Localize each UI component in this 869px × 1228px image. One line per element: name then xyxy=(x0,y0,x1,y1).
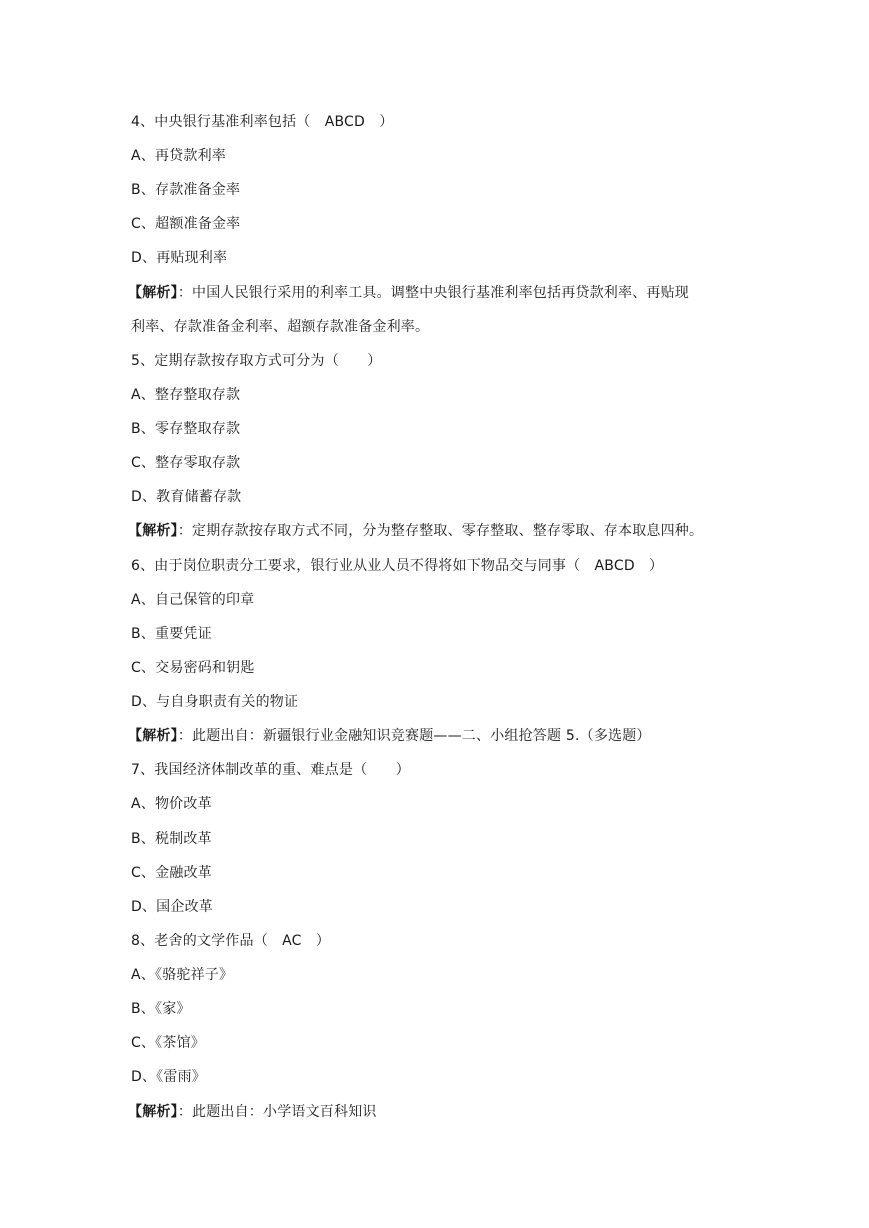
question-6-option-b: B、重要凭证 xyxy=(131,626,212,642)
analysis-text: ：定期存款按存取方式不同，分为整存整取、零存整取、整存零取、存本取息四种。 xyxy=(177,523,704,539)
question-4-option-c: C、超额准备金率 xyxy=(131,216,241,232)
question-4-stem: 4、中央银行基准利率包括（ ABCD ） xyxy=(131,114,394,130)
analysis-text: ：此题出自：小学语文百科知识 xyxy=(177,1104,377,1120)
question-5-option-b: B、零存整取存款 xyxy=(131,421,241,437)
question-6-analysis xyxy=(128,726,651,746)
question-7-option-c: C、金融改革 xyxy=(131,865,212,881)
question-6-stem: 6、由于岗位职责分工要求，银行业从业人员不得将如下物品交与同事（ ABCD ） xyxy=(131,558,664,574)
question-8-option-a: A、《骆驼祥子》 xyxy=(131,967,234,983)
question-8-option-c: C、《茶馆》 xyxy=(131,1035,205,1051)
question-4-option-a: A、再贷款利率 xyxy=(131,148,226,164)
analysis-label: 【解析】 xyxy=(128,728,178,744)
question-8-stem: 8、老舍的文学作品（ AC ） xyxy=(131,933,331,949)
question-8-option-b: B、《家》 xyxy=(131,1001,191,1017)
question-7-option-d: D、国企改革 xyxy=(131,899,213,915)
question-5-stem: 5、定期存款按存取方式可分为（ ） xyxy=(131,353,382,369)
analysis-text: ：此题出自：新疆银行业金融知识竞赛题——二、小组抢答题 5.（多选题） xyxy=(177,728,651,744)
question-8-option-d: D、《雷雨》 xyxy=(131,1069,206,1085)
question-6-option-a: A、自己保管的印章 xyxy=(131,592,255,608)
question-7-option-b: B、税制改革 xyxy=(131,831,212,847)
question-6-option-d: D、与自身职责有关的物证 xyxy=(131,694,299,710)
analysis-label: 【解析】 xyxy=(128,1104,178,1120)
question-4-analysis xyxy=(128,283,689,303)
analysis-text: ：中国人民银行采用的利率工具。调整中央银行基准利率包括再贷款利率、再贴现 xyxy=(177,285,690,301)
question-4-option-d: D、再贴现利率 xyxy=(131,250,228,266)
question-5-analysis xyxy=(128,521,703,541)
question-7-stem: 7、我国经济体制改革的重、难点是（ ） xyxy=(131,762,410,778)
question-8-analysis xyxy=(128,1102,377,1122)
question-6-option-c: C、交易密码和钥匙 xyxy=(131,660,255,676)
question-7-option-a: A、物价改革 xyxy=(131,796,212,812)
analysis-label: 【解析】 xyxy=(128,523,178,539)
question-4-analysis-continued: 利率、存款准备金利率、超额存款准备金利率。 xyxy=(131,319,430,335)
question-5-option-a: A、整存整取存款 xyxy=(131,387,241,403)
question-5-option-c: C、整存零取存款 xyxy=(131,455,241,471)
question-4-option-b: B、存款准备金率 xyxy=(131,182,241,198)
question-5-option-d: D、教育储蓄存款 xyxy=(131,489,242,505)
analysis-label: 【解析】 xyxy=(128,285,178,301)
